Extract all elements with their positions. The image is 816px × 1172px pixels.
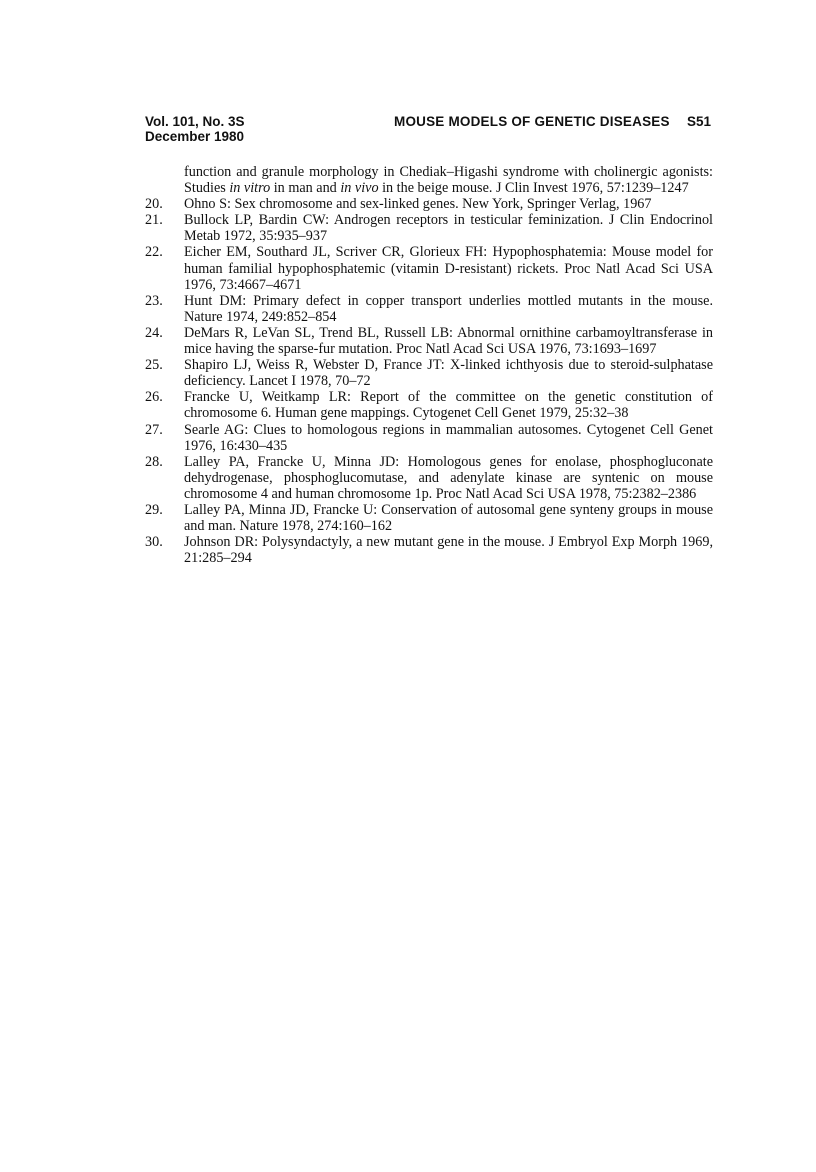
reference-text: Ohno S: Sex chromosome and sex-linked genes. New York, Springer Verlag, 1967 bbox=[184, 196, 652, 213]
reference-number: 26. bbox=[145, 389, 163, 406]
section-title: MOUSE MODELS OF GENETIC DISEASES bbox=[394, 114, 670, 129]
reference-text: Bullock LP, Bardin CW: Androgen receptors in testicular feminization. J Clin Endocrinol Metab 1972, 35:935–937 bbox=[184, 212, 713, 245]
reference-text: Searle AG: Clues to homologous regions in mammalian autosomes. Cytogenet Cell Genet 1976, 16:430–435 bbox=[184, 421, 713, 454]
reference-item bbox=[145, 325, 713, 357]
reference-item bbox=[145, 357, 713, 389]
reference-text: Johnson DR: Polysyndactyly, a new mutant gene in the mouse. J Embryol Exp Morph 1969, 21:285–294 bbox=[184, 534, 713, 567]
journal-info bbox=[145, 114, 245, 144]
reference-number: 27. bbox=[145, 421, 163, 438]
reference-item bbox=[145, 502, 713, 534]
reference-text: Eicher EM, Southard JL, Scriver CR, Glorieux FH: Hypophosphatemia: Mouse model for human familial hypophosphatemic (vitamin D-resistant) rickets. Proc Natl Acad Sci USA 1976, 73:4667–4671 bbox=[184, 244, 713, 293]
volume-issue: Vol. 101, No. 3S bbox=[145, 114, 245, 129]
reference-text: DeMars R, LeVan SL, Trend BL, Russell LB: Abnormal ornithine carbamoyltransferase in mice having the sparse-fur mutation. Proc Natl Acad Sci USA 1976, 73:1693–1697 bbox=[184, 324, 713, 358]
reference-number: 28. bbox=[145, 453, 163, 470]
reference-item bbox=[145, 212, 713, 244]
reference-item bbox=[145, 244, 713, 292]
reference-item bbox=[145, 422, 713, 454]
reference-number: 20. bbox=[145, 196, 163, 213]
reference-continuation: function and granule morphology in Chediak–Higashi syndrome with cholinergic agonists: Studies in vitro in man and in vivo in the beige mouse. J Clin Invest 1976, 57:1239–1247 bbox=[184, 164, 713, 197]
reference-text: Hunt DM: Primary defect in copper transport underlies mottled mutants in the mouse. Nature 1974, 249:852–854 bbox=[184, 292, 713, 325]
reference-item bbox=[145, 534, 713, 566]
reference-item bbox=[145, 196, 713, 212]
reference-list bbox=[145, 164, 713, 566]
reference-number: 23. bbox=[145, 292, 163, 309]
reference-text: Shapiro LJ, Weiss R, Webster D, France JT: X-linked ichthyosis due to steroid-sulphatase deficiency. Lancet I 1978, 70–72 bbox=[184, 357, 713, 390]
reference-number: 21. bbox=[145, 212, 163, 229]
reference-number: 25. bbox=[145, 357, 163, 374]
reference-item bbox=[145, 293, 713, 325]
page-number: S51 bbox=[686, 114, 711, 129]
reference-number: 22. bbox=[145, 244, 163, 261]
reference-number: 24. bbox=[145, 324, 163, 341]
reference-item bbox=[145, 389, 713, 421]
reference-number: 30. bbox=[145, 534, 163, 551]
reference-item bbox=[145, 454, 713, 502]
reference-text: Francke U, Weitkamp LR: Report of the committee on the genetic constitution of chromosome 6. Human gene mappings. Cytogenet Cell Genet 1979, 25:32–38 bbox=[184, 389, 713, 422]
reference-text: Lalley PA, Minna JD, Francke U: Conservation of autosomal gene synteny groups in mouse and man. Nature 1978, 274:160–162 bbox=[184, 501, 713, 535]
issue-date: December 1980 bbox=[145, 129, 245, 144]
reference-text: Lalley PA, Francke U, Minna JD: Homologous genes for enolase, phosphogluconate dehydrogenase, phosphoglucomutase, and adenylate kinase are syntenic on mouse chromosome 4 and human chromosome 1p. Proc Natl Acad Sci USA 1978, 75:2382–2386 bbox=[184, 453, 713, 502]
reference-number: 29. bbox=[145, 501, 163, 518]
